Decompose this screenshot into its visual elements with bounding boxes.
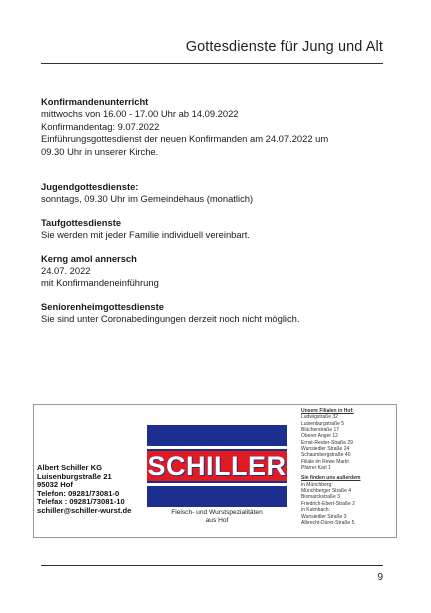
section-heading: Taufgottesdienste: [41, 216, 122, 228]
branch-item: Oberer Anger 12: [301, 433, 338, 440]
section-line: sonntags, 09.30 Uhr im Gemeindehaus (monatlich): [41, 193, 254, 205]
logo-text: SCHILLER: [147, 451, 287, 481]
ad-street: Luisenburgstraße 21: [37, 471, 112, 481]
ad-email: schiller@schiller-wurst.de: [37, 505, 132, 515]
logo-caption: [147, 509, 287, 525]
branch-item: Münchberger Straße 4: [301, 488, 352, 495]
branch-item: Schaumbergstraße 40: [301, 452, 351, 459]
section-youth-services: [41, 181, 386, 206]
schiller-advertisement: [33, 404, 397, 538]
section-confirmation: [41, 96, 386, 158]
branch-item: Blücherstraße 17: [301, 427, 340, 434]
section-heading: Seniorenheimgottesdienste: [41, 300, 164, 312]
ad-company-name: Albert Schiller KG: [37, 463, 102, 472]
ad-fax: Telefax : 09281/73081-10: [37, 497, 125, 507]
branch-item: Ludwigstraße 32: [301, 414, 338, 421]
section-line: mit Konfirmandeneinführung: [41, 277, 159, 289]
section-heading: Jugendgottesdienste:: [41, 181, 139, 193]
section-line: mittwochs von 16.00 - 17.00 Uhr ab 14.09.2022: [41, 108, 239, 120]
ad-phone: Telefon: 09281/73081-0: [37, 488, 120, 498]
branch-item: in Münchberg:: [301, 481, 333, 488]
section-heading: Konfirmandenunterricht: [41, 96, 149, 107]
section-heading: Kerng amol annersch: [41, 252, 137, 264]
section-baptism: [41, 217, 386, 242]
caption-line: aus Hof: [205, 517, 229, 524]
section-kerng-amol: [41, 253, 386, 290]
section-line: Konfirmandentag: 9.07.2022: [41, 120, 160, 132]
section-senior-home: [41, 301, 386, 326]
schiller-logo: [147, 425, 287, 507]
branch-item: Albrecht-Dürer-Straße 5: [301, 519, 355, 526]
branch-item: Wunsiedler Straße 24: [301, 446, 350, 453]
section-line: Einführungsgottesdienst der neuen Konfirmanden am 24.07.2022 um: [41, 133, 329, 145]
branch-item: in Kulmbach:: [301, 507, 330, 514]
branch-item: Pfarrer Karl 1: [301, 465, 331, 472]
page-title: Gottesdienste für Jung und Alt: [185, 39, 383, 55]
service-list: [41, 96, 386, 337]
ad-city: 95032 Hof: [37, 480, 73, 490]
section-line: Sie werden mit jeder Familie individuell vereinbart.: [41, 229, 250, 241]
page-number: 9: [377, 572, 383, 583]
branch-item: Ernst-Reuter-Straße 29: [301, 439, 353, 446]
branch-list: [301, 408, 395, 526]
ad-contact-block: [37, 464, 131, 516]
section-line: 09.30 Uhr in unserer Kirche.: [41, 145, 159, 157]
branch-item: Luisenburgstraße 5: [301, 420, 345, 427]
branch-item: Wunsiedler Straße 3: [301, 513, 347, 520]
footer-divider: [41, 565, 383, 566]
branch-item: Friedrich-Ebert-Straße 2: [301, 500, 355, 507]
branch-item: Bismarckstraße 3: [301, 494, 340, 501]
section-line: 24.07. 2022: [41, 265, 91, 277]
branch-list-title: Unsere Filialen in Hof:: [301, 408, 354, 414]
header-divider: [41, 63, 383, 64]
branch-item: Filiale im Rewe Markt: [301, 458, 349, 465]
branch-list-title-2: Sie finden uns außerdem: [301, 475, 361, 482]
caption-line: Fleisch- und Wurstspezialitäten: [171, 509, 263, 516]
section-line: Sie sind unter Coronabedingungen derzeit noch nicht möglich.: [41, 313, 300, 325]
